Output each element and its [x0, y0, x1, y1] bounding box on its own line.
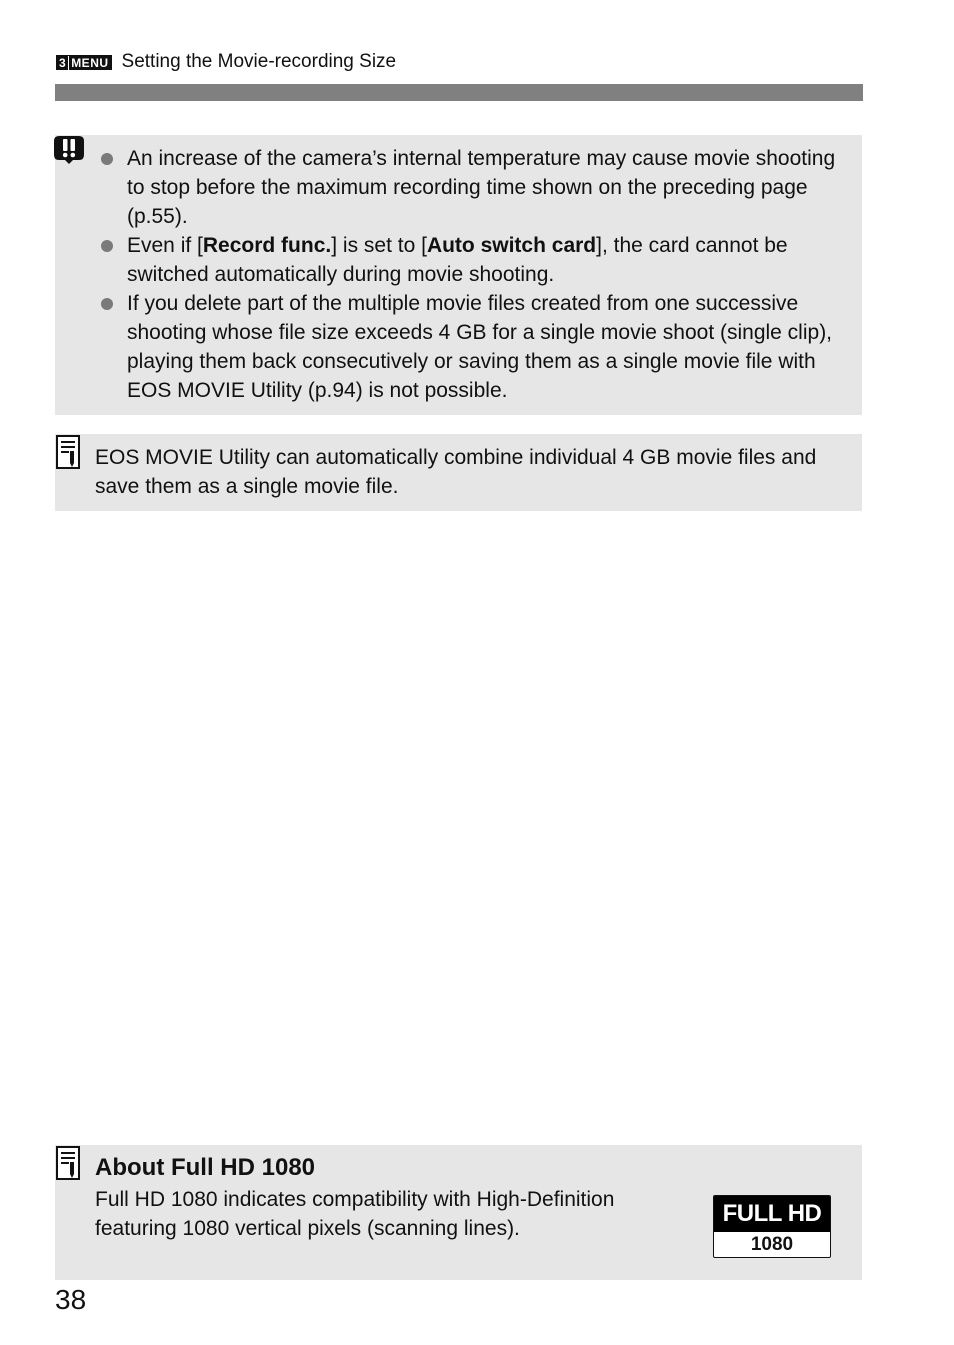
caution-item: [99, 289, 849, 405]
menu-setting-name: Record func.: [202, 234, 332, 257]
about-box: [55, 1145, 862, 1280]
caution-icon: [53, 135, 85, 165]
bullet-icon: [101, 153, 113, 165]
section-title: Setting the Movie-recording Size: [121, 51, 397, 72]
menu-setting-name: Auto switch card: [426, 234, 597, 257]
full-hd-logo-bottom: 1080: [750, 1233, 794, 1255]
note-pencil-icon: [55, 1145, 81, 1181]
note-pencil-icon: [55, 434, 81, 470]
caution-box: [55, 135, 862, 415]
page-number: 38: [55, 1284, 87, 1315]
page-header: [56, 50, 396, 74]
about-text: Full HD 1080 indicates compatibility with High-Definition featuring 1080 vertical pixels (scanning lines).: [95, 1188, 615, 1240]
caution-text: ] is set to [: [331, 234, 427, 257]
caution-text: Even if [: [127, 234, 203, 257]
note-text: EOS MOVIE Utility can automatically combine individual 4 GB movie files and save them as a single movie file.: [95, 446, 817, 498]
bullet-icon: [101, 240, 113, 252]
caution-text: An increase of the camera’s internal temperature may cause movie shooting to stop before the maximum recording time shown on the preceding page (p.55).: [127, 147, 836, 228]
full-hd-logo-top: FULL HD: [714, 1196, 830, 1232]
caution-item: [99, 144, 849, 231]
menu-icon: 3 MENU: [56, 55, 112, 70]
bullet-icon: [101, 298, 113, 310]
full-hd-logo: [713, 1195, 831, 1258]
about-title: About Full HD 1080: [95, 1154, 316, 1181]
note-box: [55, 434, 862, 511]
caution-list: [99, 144, 849, 405]
caution-text: If you delete part of the multiple movie files created from one successive shooting whose file size exceeds 4 GB for a single movie shoot (single clip), playing them back consecutively or saving them as a single movie file with EOS MOVIE Utility (p.94) is not possible.: [127, 292, 833, 402]
header-rule: [55, 84, 863, 101]
caution-item: [99, 231, 849, 289]
caution-text: ], the card cannot be switched automatically during movie shooting.: [127, 234, 788, 286]
